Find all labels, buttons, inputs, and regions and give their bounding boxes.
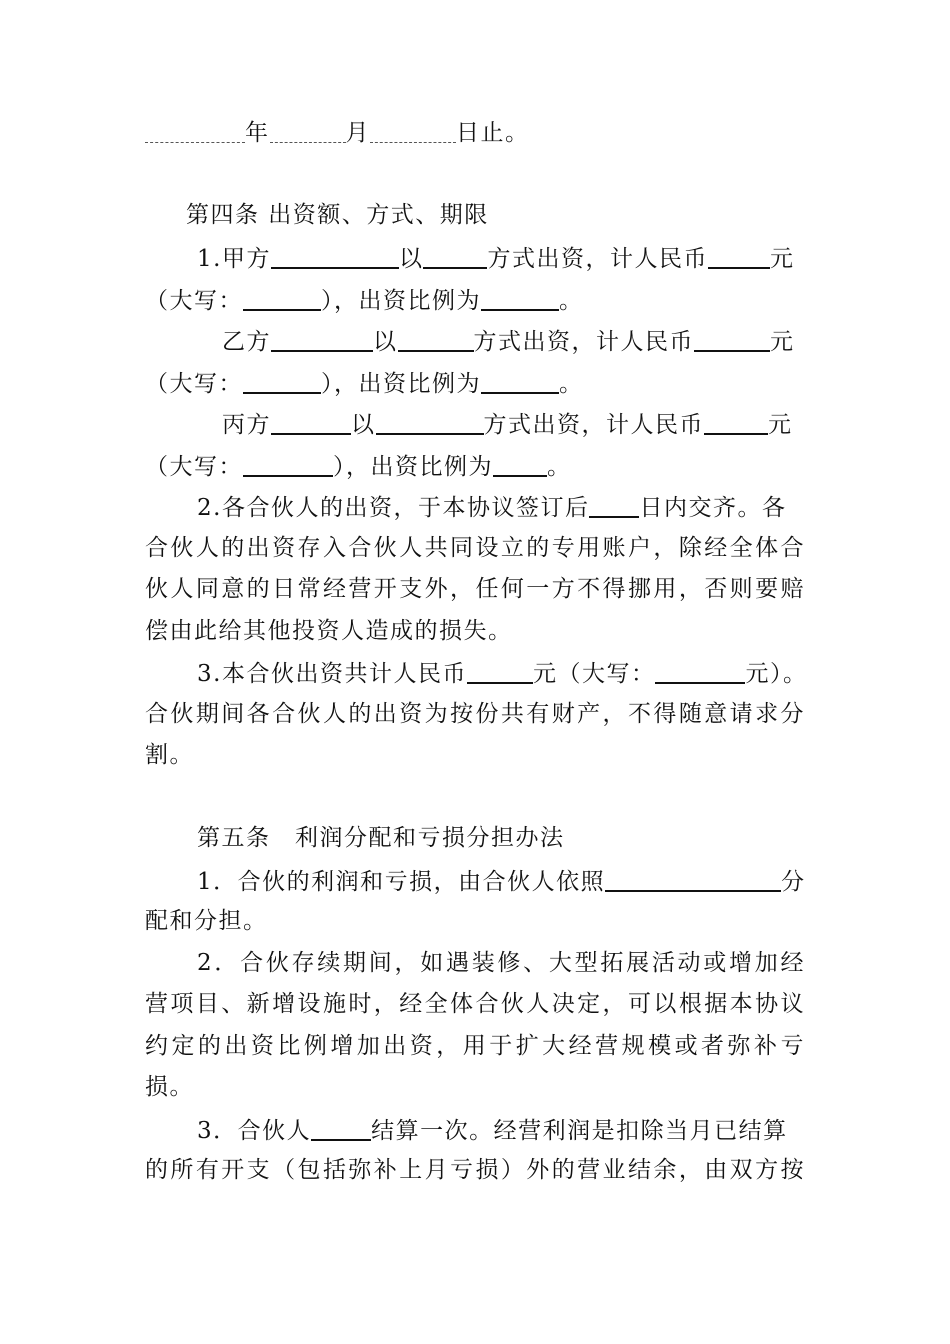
party-c-capital-blank[interactable] [243,454,333,477]
by-label: 以 [398,246,424,272]
paragraph-line: 2．合伙存续期间，如遇装修、大型拓展活动或增加经 [197,950,805,976]
party-b-contribution-line [222,329,805,354]
party-c-amount-blank[interactable] [704,412,768,435]
party-c-asset-blank[interactable] [271,412,351,435]
party-a-ratio-blank[interactable] [481,288,559,311]
party-c-contribution-line [222,412,805,437]
party-c-capital-line [145,454,805,479]
capital-label: （大写： [145,371,243,397]
total-capital-blank[interactable] [655,661,745,684]
paragraph-line: 伙人同意的日常经营开支外，任何一方不得挪用，否则要赔 [145,576,805,602]
month-blank[interactable] [270,122,346,143]
paragraph-line: 合伙人的出资存入合伙人共同设立的专用账户，除经全体合 [145,535,805,561]
paragraph-line: 的所有开支（包括弥补上月亏损）外的营业结余，由双方按 [145,1157,805,1183]
party-c-ratio-blank[interactable] [493,454,547,477]
payment-deadline-line [197,495,805,520]
settlement-text-end: 结算一次。经营利润是扣除当月已结算 [371,1118,788,1144]
by-label: 以 [373,329,398,355]
party-a-label: 1.甲方 [197,246,271,272]
party-b-method-blank[interactable] [398,329,474,352]
settlement-text: 3．合伙人 [197,1118,312,1144]
month-label: 月 [345,120,370,146]
yuan-label: 元 [770,329,795,355]
capital-label: （大写： [145,454,243,480]
day-label: 日止。 [456,120,530,146]
party-a-capital-blank[interactable] [243,288,321,311]
ratio-label: ），出资比例为 [321,371,481,397]
settlement-period-blank[interactable] [311,1118,371,1141]
profit-basis-blank[interactable] [605,869,781,892]
party-b-ratio-blank[interactable] [481,371,559,394]
total-amount-blank[interactable] [467,661,533,684]
paragraph-line: 偿由此给其他投资人造成的损失。 [145,618,513,644]
paragraph-line: 配和分担。 [145,908,268,934]
contribution-label: 方式出资，计人民币 [483,412,704,438]
yuan-label: 元）。 [745,661,808,687]
period-label: 。 [559,288,584,314]
payment-text: 2.各合伙人的出资，于本协议签订后 [197,495,590,521]
profit-sharing-line [197,869,805,894]
period-label: 。 [547,454,572,480]
period-label: 。 [559,371,584,397]
total-capital-line [197,661,817,686]
paragraph-line: 损。 [145,1074,194,1100]
party-a-contribution-line [197,246,805,271]
party-b-label: 乙方 [222,329,271,355]
year-blank[interactable] [145,122,245,143]
yuan-label: 元 [769,246,795,272]
party-b-asset-blank[interactable] [271,329,373,352]
party-b-amount-blank[interactable] [694,329,770,352]
term-end-date-line [145,122,805,145]
party-a-capital-line [145,288,805,313]
day-blank[interactable] [370,122,456,143]
capital-label: （大写： [145,288,243,314]
paragraph-line: 约定的出资比例增加出资，用于扩大经营规模或者弥补亏 [145,1033,805,1059]
total-capital-label: 3.本合伙出资共计人民币 [197,661,467,687]
paragraph-line: 营项目、新增设施时，经全体合伙人决定，可以根据本协议 [145,991,805,1017]
party-c-label: 丙方 [222,412,271,438]
party-a-method-blank[interactable] [423,246,487,269]
by-label: 以 [351,412,376,438]
party-c-method-blank[interactable] [376,412,484,435]
party-b-capital-blank[interactable] [243,371,321,394]
payment-text-end: 日内交齐。各 [639,495,787,521]
paragraph-line: 割。 [145,742,194,768]
article-4-title: 第四条 出资额、方式、期限 [186,202,489,228]
yuan-label: 元 [768,412,793,438]
party-a-asset-blank[interactable] [271,246,399,269]
profit-sharing-text: 1．合伙的利润和亏损，由合伙人依照 [197,869,606,895]
party-a-amount-blank[interactable] [708,246,770,269]
ratio-label: ），出资比例为 [333,454,493,480]
paragraph-line: 合伙期间各合伙人的出资为按份共有财产，不得随意请求分 [145,701,805,727]
ratio-label: ），出资比例为 [321,288,481,314]
article-5-title: 第五条 利润分配和亏损分担办法 [197,825,565,851]
year-label: 年 [245,120,270,146]
contribution-label: 方式出资，计人民币 [487,246,708,272]
contribution-label: 方式出资，计人民币 [473,329,694,355]
payment-days-blank[interactable] [589,495,639,518]
profit-sharing-text-end: 分 [781,869,806,895]
capital-label: 元（大写： [532,661,656,687]
settlement-line [197,1118,805,1143]
party-b-capital-line [145,371,805,396]
